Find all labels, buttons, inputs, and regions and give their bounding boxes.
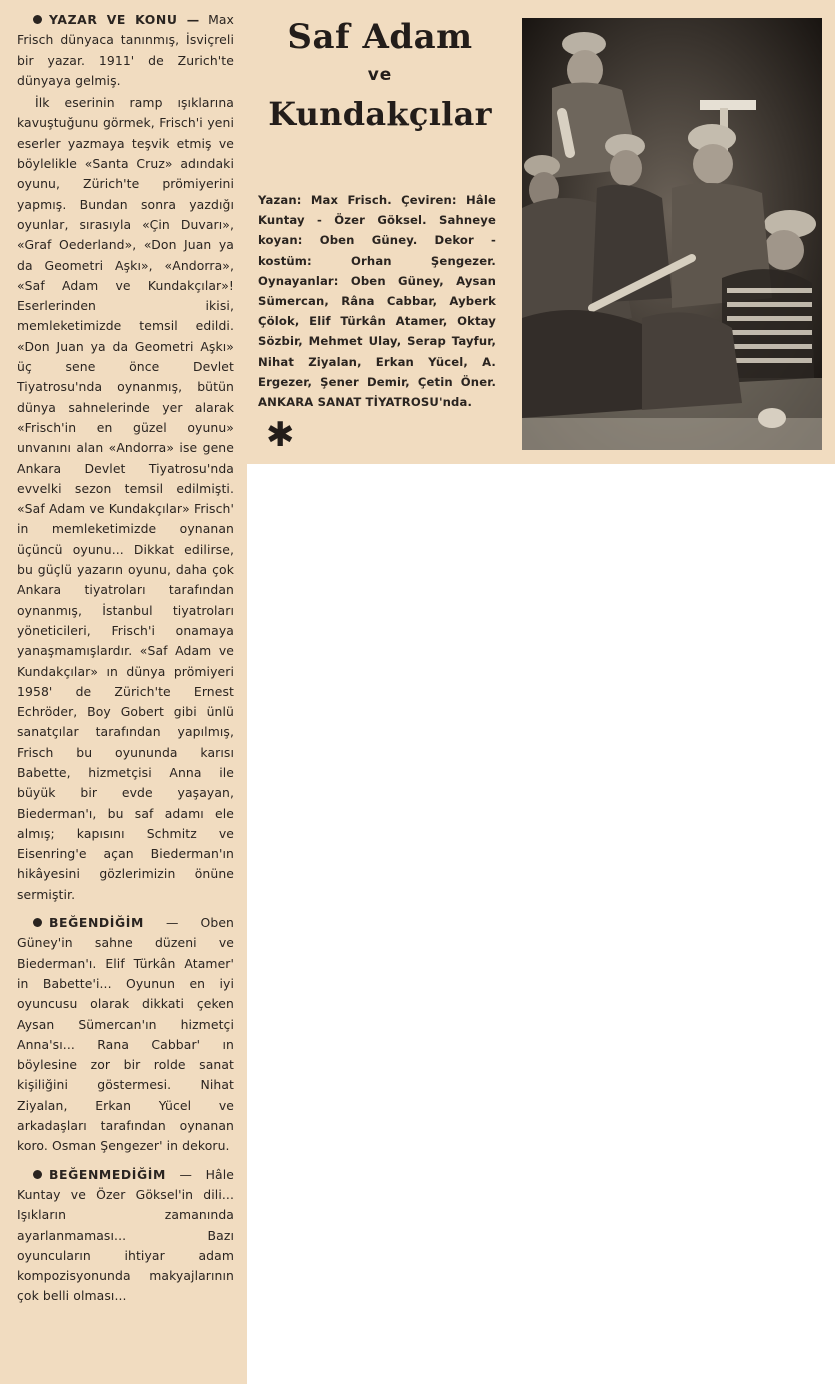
headline-line2: ve	[367, 65, 393, 85]
section-author-paragraph2: İlk eserinin ramp ışıklarına kavuştuğunu görmek, Frisch'i yeni eserler yazmaya teşvik etmiş ve böylelikle «Santa Cruz» adındaki oyunu, Zürich'te prömiyerini yapmış. Bundan sonra yazdığı oyunlar, sırasıyla «Çin Duvarı», «Graf Oederland», «Don Juan ya da Geometri Aşkı», «Andorra», «Saf Adam ve Kundakçılar»! Eserlerinden ikisi, memleketimizde temsil edildi. «Don Juan ya da Geometri Aşkı» üç sene önce Devlet Tiyatrosu'nda oynanmış, bütün dünya sahnelerinde yer alarak «Frisch'in en güzel oyunu» unvanını alan «Andorra» ise gene Ankara Devlet Tiyatrosu'nda evvelki sezon temsil edilmişti. «Saf Adam ve Kundakçılar» Frisch' in memleketimizde oynanan üçüncü oyunu... Dikkat edilirse, bu güçlü yazarın oyunu, daha çok Ankara tiyatroları tarafından oynanmış, İstanbul tiyatroları yöneticileri, Frisch'i onamaya yanaşmamışlardır. «Saf Adam ve Kundakçılar» ın dünya prömiyeri 1958' de Zürich'te Ernest Echröder, Boy Gobert gibi ünlü sanatçılar tarafından yapılmış, Frisch bu oyununda karısı Babette, hizmetçisi Anna ile büyük bir evde yaşayan, Biederman'ı, bu saf adamı ele almış; kapısını Schmitz ve Eisenring'e açan Biederman'ın hikâyesini gözlerimizin önüne sermiştir.	[17, 95, 234, 902]
headline-line3: Kundakçılar	[268, 95, 492, 133]
section-disliked	[17, 1165, 234, 1307]
section-author-paragraph1: Max Frisch dünyaca tanınmış, İsviçreli bir yazar. 1911' de Zurich'te dünyaya gelmiş.	[17, 12, 234, 88]
section-liked	[17, 913, 234, 1157]
cast-photo	[522, 18, 822, 450]
cast-photo-icon	[522, 18, 822, 450]
section-disliked-text: — Hâle Kuntay ve Özer Göksel'in dili... Işıkların zamanında ayarlanmaması... Bazı oyuncuların ihtiyar adam kompozisyonunda makyajlarının çok belli olması...	[17, 1166, 234, 1304]
bullet-icon	[33, 15, 42, 24]
section-heading-liked: BEĞENDİĞİM	[49, 915, 144, 931]
headline-line1: Saf Adam	[287, 17, 473, 57]
asterisk-icon: ✱	[266, 415, 295, 455]
credits-block: Yazan: Max Frisch. Çeviren: Hâle Kuntay - Özer Göksel. Sahneye koyan: Oben Güney. Dekor - kostüm: Orhan Şengezer. Oynayanlar: Oben Güney, Aysan Sümercan, Râna Cabbar, Ayberk Çölok, Elif Türkân Atamer, Oktay Sözbir, Mehmet Ulay, Serap Tayfur, Nihat Ziyalan, Erkan Yücel, A. Ergezer, Şener Demir, Çetin Öner. ANKARA SANAT TİYATROSU'nda.	[258, 193, 496, 410]
section-liked-text: — Oben Güney'in sahne düzeni ve Biederman'ı. Elif Türkân Atamer' in Babette'i... Oyunun en iyi oyuncusu olarak dikkati çeken Aysan Sümercan'ın hizmetçi Anna'sı... Rana Cabbar' ın böylesine zor bir rolde sanat kişiliğini göstermesi. Nihat Ziyalan, Erkan Yücel ve arkadaşları tarafından oynanan koro. Osman Şengezer' in dekoru.	[17, 915, 234, 1154]
bullet-icon	[33, 918, 42, 927]
headline	[255, 14, 505, 138]
section-heading-author: YAZAR VE KONU —	[49, 12, 200, 27]
article-body	[17, 10, 234, 1307]
section-author-and-plot	[17, 10, 234, 91]
section-heading-disliked: BEĞENMEDİĞİM	[49, 1166, 166, 1182]
section-author-paragraph2-wrap	[17, 93, 234, 905]
bullet-icon	[33, 1170, 42, 1179]
